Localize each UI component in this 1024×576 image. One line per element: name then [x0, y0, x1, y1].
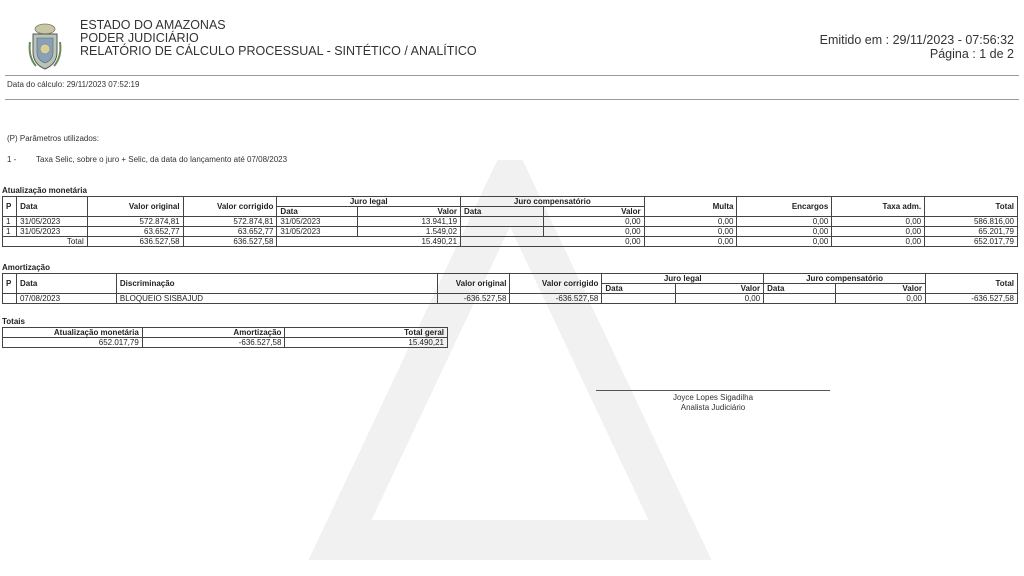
- cell-total: 65.201,79: [925, 227, 1018, 237]
- section-title-totais: Totais: [2, 317, 25, 326]
- total-juro-comp: 0,00: [461, 237, 645, 247]
- cell-jl-valor: 13.941,19: [358, 217, 461, 227]
- calculation-date: Data do cálculo: 29/11/2023 07:52:19: [7, 80, 140, 89]
- col-amortizacao: Amortização: [142, 328, 285, 338]
- cell-jl-data: [602, 294, 676, 304]
- total-geral: 652.017,79: [925, 237, 1018, 247]
- cell-jc-valor: 0,00: [836, 294, 926, 304]
- cell-data: 31/05/2023: [17, 227, 88, 237]
- table-row: [3, 338, 448, 348]
- cell-encargos: 0,00: [737, 227, 832, 237]
- col-valor-original: Valor original: [87, 197, 183, 217]
- page-number: Página : 1 de 2: [929, 46, 1014, 61]
- col-total: Total: [925, 274, 1017, 294]
- cell-multa: 0,00: [644, 217, 737, 227]
- cell-valor-original: 572.874,81: [87, 217, 183, 227]
- table-row: [3, 294, 1018, 304]
- cell-jc-data: [764, 294, 836, 304]
- parameter-number: 1 -: [7, 155, 17, 164]
- cell-p: 1: [3, 217, 17, 227]
- cell-multa: 0,00: [644, 227, 737, 237]
- col-juro-legal: Juro legal: [277, 197, 461, 207]
- col-juro-comp-valor: Valor: [543, 207, 644, 217]
- section-title-atualizacao: Atualização monetária: [2, 186, 87, 195]
- cell-valor-original: 63.652,77: [87, 227, 183, 237]
- cell-encargos: 0,00: [737, 217, 832, 227]
- col-total: Total: [925, 197, 1018, 217]
- col-valor-corrigido: Valor corrigido: [183, 197, 277, 217]
- col-multa: Multa: [644, 197, 737, 217]
- cell-valor-corrigido: 572.874,81: [183, 217, 277, 227]
- totais-table: [2, 327, 448, 348]
- total-juro-legal: 15.490,21: [277, 237, 461, 247]
- col-taxa-adm: Taxa adm.: [832, 197, 925, 217]
- cell-jl-data: 31/05/2023: [277, 227, 358, 237]
- cell-jc-valor: 0,00: [543, 227, 644, 237]
- cell-p: 1: [3, 227, 17, 237]
- cell-valor-corrigido: -636.527,58: [510, 294, 602, 304]
- parameters-title: (P) Parâmetros utilizados:: [7, 134, 100, 143]
- cell-valor-corrigido: 63.652,77: [183, 227, 277, 237]
- cell-p: [3, 294, 17, 304]
- cell-jl-valor: 1.549,02: [358, 227, 461, 237]
- coat-of-arms-icon: [28, 22, 62, 72]
- col-juro-legal: Juro legal: [602, 274, 764, 284]
- cell-jc-valor: 0,00: [543, 217, 644, 227]
- col-p: P: [3, 197, 17, 217]
- col-discriminacao: Discriminação: [116, 274, 438, 294]
- header-branch: PODER JUDICIÁRIO: [80, 31, 199, 45]
- cell-taxa-adm: 0,00: [832, 217, 925, 227]
- total-valor-original: 636.527,58: [87, 237, 183, 247]
- total-taxa-adm: 0,00: [832, 237, 925, 247]
- cell-jc-data: [461, 227, 544, 237]
- cell-total: 586.816,00: [925, 217, 1018, 227]
- total-encargos: 0,00: [737, 237, 832, 247]
- cell-total-geral: 15.490,21: [285, 338, 448, 348]
- parameter-text: Taxa Selic, sobre o juro + Selic, da data do lançamento até 07/08/2023: [36, 155, 288, 164]
- total-row: [3, 237, 1018, 247]
- col-juro-legal-valor: Valor: [358, 207, 461, 217]
- section-divider: [5, 99, 1019, 100]
- cell-total: -636.527,58: [925, 294, 1017, 304]
- col-juro-compensatorio: Juro compensatório: [764, 274, 926, 284]
- col-encargos: Encargos: [737, 197, 832, 217]
- cell-valor-original: -636.527,58: [438, 294, 510, 304]
- signer-role: Analista Judiciário: [680, 403, 746, 412]
- header-state: ESTADO DO AMAZONAS: [80, 18, 226, 32]
- col-total-geral: Total geral: [285, 328, 448, 338]
- cell-data: 31/05/2023: [17, 217, 88, 227]
- col-juro-compensatorio: Juro compensatório: [461, 197, 645, 207]
- total-label: Total: [3, 237, 88, 247]
- cell-taxa-adm: 0,00: [832, 227, 925, 237]
- header-divider: [5, 75, 1019, 76]
- col-jl-data: Data: [602, 284, 676, 294]
- col-juro-legal-data: Data: [277, 207, 358, 217]
- section-title-amortizacao: Amortização: [2, 263, 51, 272]
- atualizacao-table: [2, 196, 1018, 247]
- col-jc-data: Data: [764, 284, 836, 294]
- cell-discriminacao: BLOQUEIO SISBAJUD: [116, 294, 438, 304]
- col-p: P: [3, 274, 17, 294]
- col-jl-valor: Valor: [676, 284, 764, 294]
- signer-name: Joyce Lopes Sigadilha: [672, 393, 754, 402]
- cell-jc-data: [461, 217, 544, 227]
- cell-jl-data: 31/05/2023: [277, 217, 358, 227]
- emission-date: Emitido em : 29/11/2023 - 07:56:32: [819, 33, 1014, 47]
- document-meta: [820, 34, 1014, 61]
- total-multa: 0,00: [644, 237, 737, 247]
- cell-data: 07/08/2023: [16, 294, 116, 304]
- col-jc-valor: Valor: [836, 284, 926, 294]
- cell-atualizacao: 652.017,79: [3, 338, 143, 348]
- header-report-title: RELATÓRIO DE CÁLCULO PROCESSUAL - SINTÉTICO / ANALÍTICO: [80, 44, 477, 58]
- col-valor-corrigido: Valor corrigido: [510, 274, 602, 294]
- col-data: Data: [17, 197, 88, 217]
- cell-amortizacao: -636.527,58: [142, 338, 285, 348]
- table-row: [3, 217, 1018, 227]
- table-row: [3, 227, 1018, 237]
- amortizacao-table: [2, 273, 1018, 304]
- col-atualizacao: Atualização monetária: [3, 328, 143, 338]
- col-valor-original: Valor original: [438, 274, 510, 294]
- document-header: [80, 19, 477, 58]
- col-juro-comp-data: Data: [461, 207, 544, 217]
- cell-jl-valor: 0,00: [676, 294, 764, 304]
- col-data: Data: [16, 274, 116, 294]
- total-valor-corrigido: 636.527,58: [183, 237, 277, 247]
- signature-line: [596, 390, 830, 391]
